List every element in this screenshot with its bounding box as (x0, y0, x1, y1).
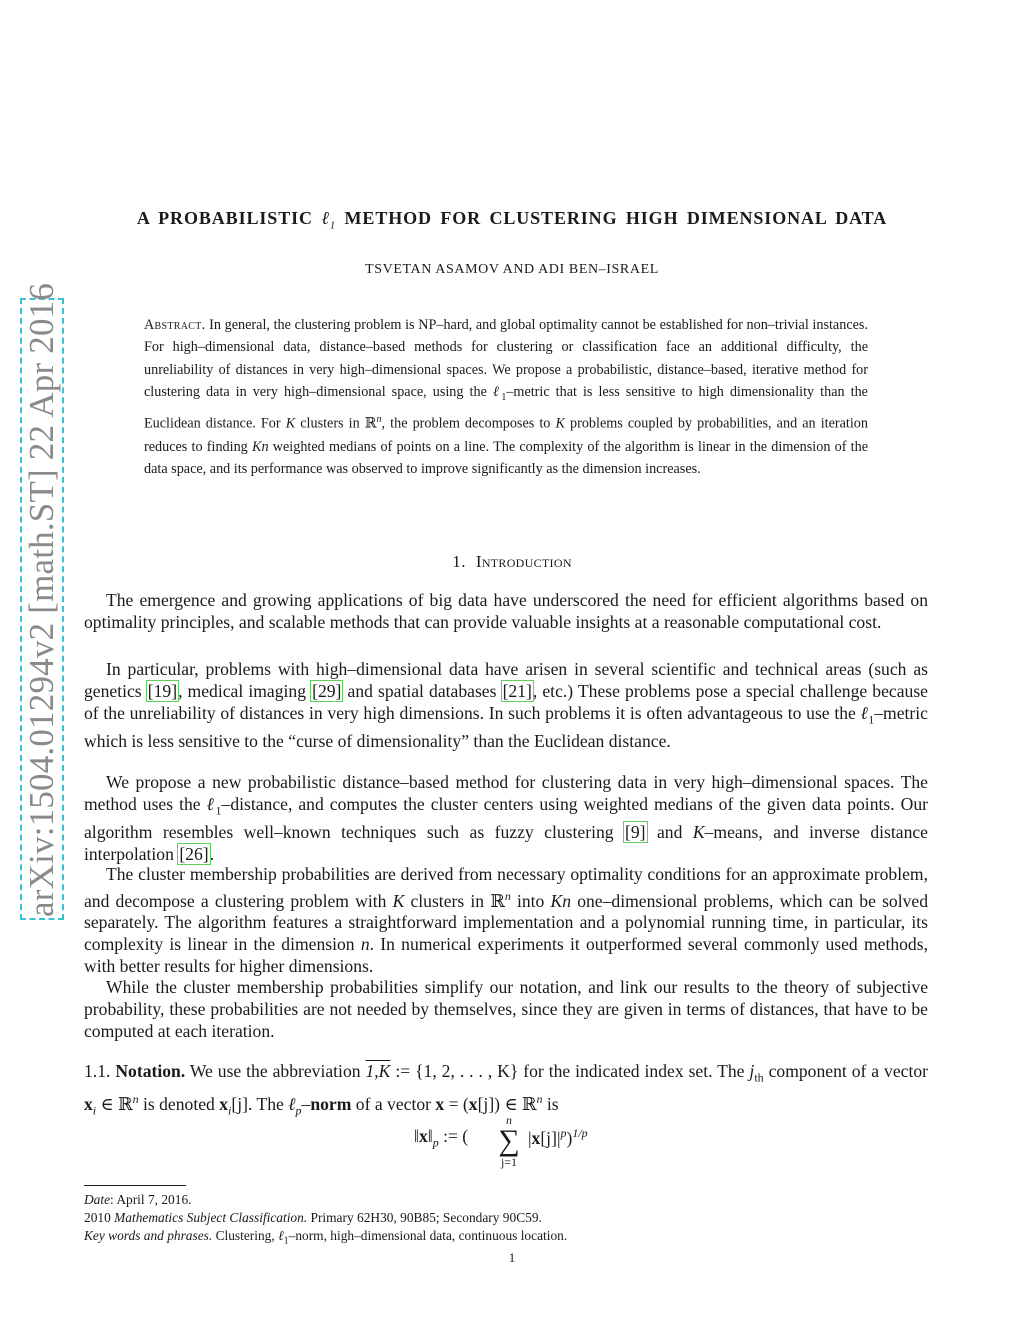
page-number: 1 (508, 1250, 516, 1265)
section-heading-introduction: 1. Introduction (452, 552, 572, 571)
citation-26[interactable]: [26] (179, 843, 209, 864)
footnote-date: Date: April 7, 2016. (84, 1192, 192, 1207)
citation-21[interactable]: [21] (502, 680, 532, 701)
abstract: Abstract. In general, the clustering problem is NP–hard, and global optimality cannot be established for non–trivial instances. For high–dimensional data, distance–based methods for clustering or classification face an additional difficulty, the unreliability of distances in very high–dimensional spaces. We propose a probabilistic, distance–based, iterative method for clustering data in very high–dimensional space, using the ℓ$_1$–metric that is less sensitive to high dimensionality than the Euclidean distance. For K clusters in ℝ$^n$, the problem decomposes to K problems coupled by probabilities, and an iteration reduces to finding Kn weighted medians of points on a line. The complexity of the algorithm is linear in the dimension of the data space, and its performance was observed to improve significantly as the dimension increases. (144, 317, 868, 477)
paragraph-2: In particular, problems with high–dimensional data have arisen in several scientific and technical areas (such as genetics [19], medical imaging [29] and spatial databases [21], etc.) These problems pose a special challenge because of the unreliability of distances in very high dimensions. In such problems it is often advantageous to use the ℓ$_1$–metric which is less sensitive to the “curse of dimensionality” than the Euclidean distance. (84, 659, 928, 751)
paragraph-5: While the cluster membership probabilities simplify our notation, and link our results to the theory of subjective probability, these probabilities are not needed by themselves, since they are given in terms of distances, that have to be computed at each iteration. (84, 977, 928, 1041)
footnote-rule (84, 1185, 186, 1186)
paragraph-1: The emergence and growing applications of big data have underscored the need for efficient algorithms based on optimality principles, and scalable methods that can provide valuable insights at a reasonable computational cost. (84, 590, 928, 632)
paragraph-4: The cluster membership probabilities are derived from necessary optimality conditions for an approximate problem, and decompose a clustering problem with K clusters in ℝ$^n$ into Kn one–dimensional problems, which can be solved separately. The algorithm features a straightforward implementation and a polynomial running time, in particular, its complexity is linear in the dimension n. In numerical experiments it outperformed several commonly used methods, with better results for higher dimensions. (84, 864, 929, 977)
footnote-msc: 2010 Mathematics Subject Classification. Primary 62H30, 90B85; Secondary 90C59. (84, 1210, 542, 1225)
paper-title (60, 208, 964, 232)
title-ell: ℓ$_1$ (321, 208, 337, 232)
citation-9[interactable]: [9] (625, 822, 646, 843)
title-text-2: METHOD FOR CLUSTERING HIGH DIMENSIONAL DATA (344, 208, 888, 228)
paper-authors: TSVETAN ASAMOV AND ADI BEN–ISRAEL (365, 262, 659, 277)
summation-symbol: n ∑ j=1 (498, 1113, 520, 1169)
citation-29[interactable]: [29] (312, 680, 342, 701)
footnote-keywords: Key words and phrases. Clustering, ℓ$_1$–norm, high–dimensional data, continuous location. (84, 1228, 568, 1247)
abstract-label: Abstract. (144, 317, 206, 333)
paper-page: arXiv:1504.01294v2 [math.ST] 22 Apr 2016 A PROBABILISTIC ℓ$_1$ METHOD FOR CLUSTERING HIGH DIMENSIONAL DATA TSVETAN ASAMOV AND ADI BEN–ISRAEL Abstract. In general, the clustering problem is NP–hard, and global optimality cannot be established for non–trivial instances. For high–dimensional data, distance–based methods for clustering or classification face an additional difficulty, the unreliability of distances in very high–dimensional spaces. We propose a probabilistic, distance–based, iterative method for clustering data in very high–dimensional space, using the ℓ$_1$–metric that is less sensitive to high dimensionality than the Euclidean distance. For K clusters in ℝ$^n$, the problem decomposes to K problems coupled by probabilities, and an iteration reduces to finding Kn weighted medians of points on a line. The complexity of the algorithm is linear in the dimension of the data space, and its performance was observed to improve significantly as the dimension increases. 1. Introduction The emergence and growing applications of big data have underscored the need for efficient algorithms based on optimality principles, and scalable methods that can provide valuable insights at a reasonable computational cost. In particular, problems with high–dimensional data have arisen in several scientific and technical areas (such as genetics [19], medical imaging [29] and spatial databases [21], etc.) These problems pose a special challenge because of the unreliability of distances in very high dimensions. In such problems it is often advantageous to use the ℓ$_1$–metric which is less sensitive to the “curse of dimensionality” than the Euclidean distance. We propose a new probabilistic distance–based method for clustering data in very high–dimensional spaces. The method uses the ℓ$_1$–distance, and computes the cluster centers using weighted medians of the given data points. Our algorithm resembles well–known techniques such as fuzzy clustering [9] and K–means, and inverse distance interpolation [26]. The cluster membership probabilities are derived from necessary optimality conditions for an approximate problem, and decompose a clustering problem with K clusters in ℝ$^n$ into Kn one–dimensional problems, which can be solved separately. The algorithm features a straightforward implementation and a polynomial running time, in particular, its complexity is linear in the dimension n. In numerical experiments it outperformed several commonly used methods, with better results for higher dimensions. While the cluster membership probabilities simplify our notation, and link our results to the theory of subjective probability, these probabilities are not needed by themselves, since they are given in terms of distances, that have to be computed at each iteration. 1.1. Notation. We use the abbreviation 1,K := {1, 2, . . . , K} for the indicated index set. The $j_{th}$ component of a vector $x_i$ ∈ ℝ$^n$ is denoted $x_i[j]$. The ℓ$_p$–norm of a vector x = (x[j]) ∈ ℝ$^n$ is $‖x‖_p$ := ( n ∑ j=1 $|x[j]|^p)^{1/p}$ Date: April 7, 2016. 2010 Mathematics Subject Classification. Primary 62H30, 90B85; Secondary 90C59. Key words and phrases. Clustering, ℓ$_1$–norm, high–dimensional data, continuous location. 1 (0, 0, 1024, 1325)
citation-19[interactable]: [19] (147, 680, 178, 701)
notation-heading: Notation. (115, 1061, 186, 1081)
paragraph-3: We propose a new probabilistic distance–based method for clustering data in very high–dimensional spaces. The method uses the ℓ$_1$–distance, and computes the cluster centers using weighted medians of the given data points. Our algorithm resembles well–known techniques such as fuzzy clustering [9] and K–means, and inverse distance interpolation [26]. (84, 772, 928, 864)
arxiv-stamp-text[interactable]: arXiv:1504.01294v2 [math.ST] 22 Apr 2016 (22, 282, 61, 917)
title-text-1: A PROBABILISTIC (136, 208, 313, 228)
notation-paragraph: 1.1. Notation. We use the abbreviation 1,K := {1, 2, . . . , K} for the indicated index set. The $j_{th}$ component of a vector $x_i$ ∈ ℝ$^n$ is denoted $x_i[j]$. The ℓ$_p$–norm of a vector x = (x[j]) ∈ ℝ$^n$ is (84, 1061, 929, 1118)
